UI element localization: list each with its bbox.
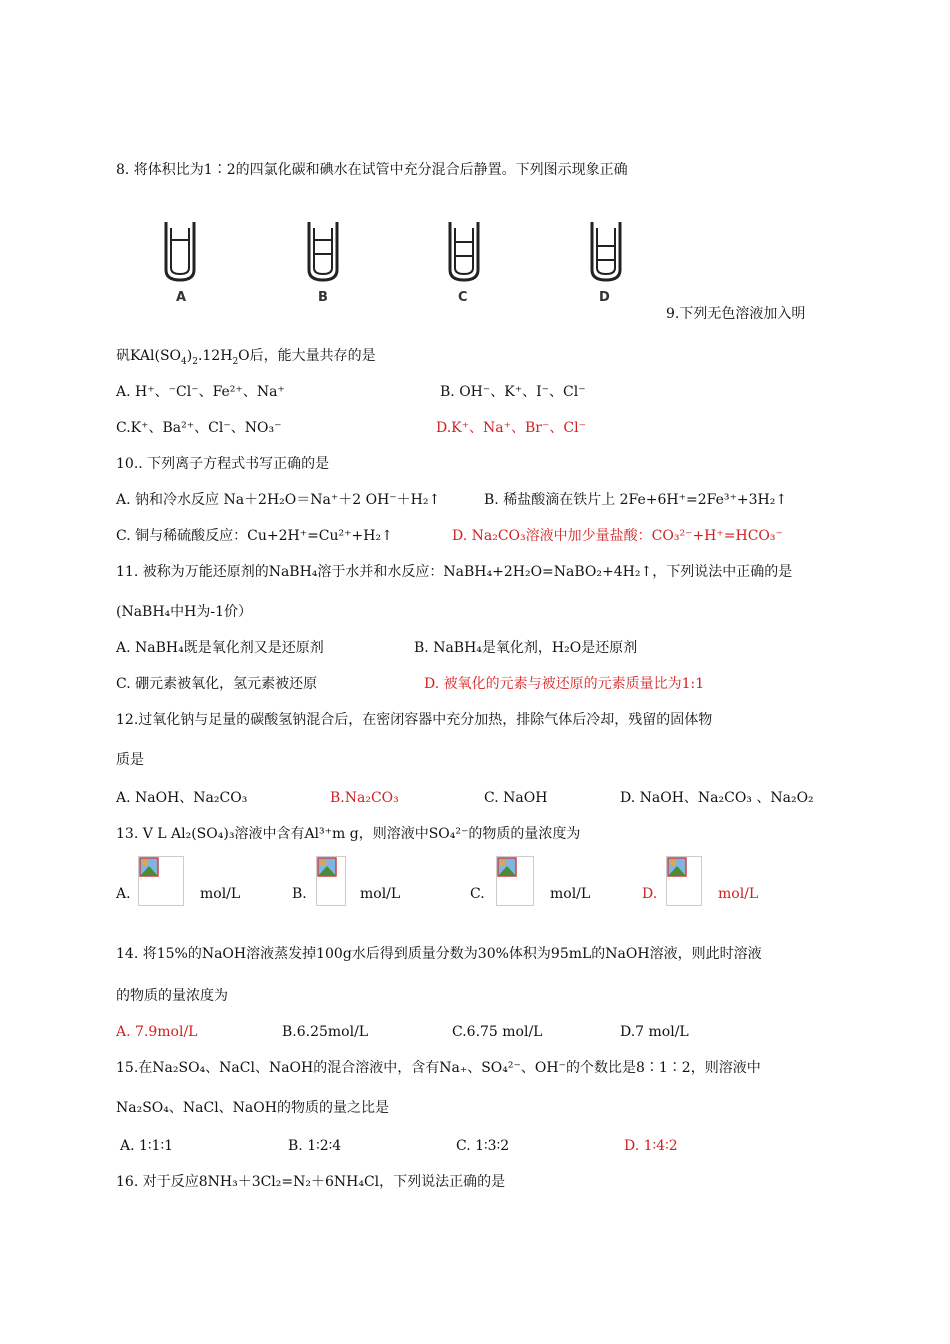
q13-unit-c: mol/L (550, 886, 591, 902)
q13-stem: 13. V L Al₂(SO₄)₃溶液中含有Al³⁺m g，则溶液中SO₄²⁻的物质的量浓度为 (116, 826, 581, 842)
q11-option-c: C. 硼元素被氧化，氢元素被还原 (116, 676, 318, 692)
q10-option-d: D. Na₂CO₃溶液中加少量盐酸：CO₃²⁻+H⁺=HCO₃⁻ (452, 528, 783, 544)
q12-option-b: B.Na₂CO₃ (330, 790, 399, 806)
q14-stem: 14. 将15%的NaOH溶液蒸发掉100g水后得到质量分数为30%体积为95mL的NaOH溶液，则此时溶液 (116, 946, 762, 962)
formula-image-d (666, 856, 702, 906)
q13-unit-a: mol/L (200, 886, 241, 902)
q13-unit-d: mol/L (718, 886, 759, 902)
q15-option-d: D. 1∶4∶2 (624, 1138, 678, 1154)
formula-image-a (138, 856, 184, 906)
q12-option-c: C. NaOH (484, 790, 548, 806)
q12-stem: 12.过氧化钠与足量的碳酸氢钠混合后，在密闭容器中充分加热，排除气体后冷却，残留的固体物 (116, 712, 713, 728)
q14-stem-2: 的物质的量浓度为 (116, 988, 228, 1004)
test-tube-b (305, 222, 341, 284)
q15-stem-2: Na₂SO₄、NaCl、NaOH的物质的量之比是 (116, 1100, 389, 1116)
formula-image-b (316, 856, 346, 906)
q10-stem: 10.. 下列离子方程式书写正确的是 (116, 456, 330, 472)
q15-option-c: C. 1∶3∶2 (456, 1138, 510, 1154)
tube-label-b: B (318, 290, 328, 305)
q9-option-a: A. H⁺、⁻Cl⁻、Fe²⁺、Na⁺ (116, 384, 285, 400)
q15-stem: 15.在Na₂SO₄、NaCl、NaOH的混合溶液中，含有Na₊、SO₄²⁻、OH⁻的个数比是8∶1∶2，则溶液中 (116, 1060, 761, 1076)
tube-label-a: A (176, 290, 187, 305)
q14-option-d: D.7 mol/L (620, 1024, 689, 1040)
q12-stem-2: 质是 (116, 752, 144, 768)
q11-stem: 11. 被称为万能还原剂的NaBH₄溶于水并和水反应：NaBH₄+2H₂O=NaBO₂+4H₂↑，下列说法中正确的是 (116, 564, 793, 580)
q9-lead: 9.下列无色溶液加入明 (666, 306, 806, 322)
q14-option-a: A. 7.9mol/L (116, 1024, 198, 1040)
q9-stem: 矾$KAl(SO_4)_2.12H_2O$后，能大量共存的是 (116, 348, 376, 367)
q11-stem-2: (NaBH₄中H为-1价） (116, 604, 253, 620)
q11-option-b: B. NaBH₄是氧化剂，H₂O是还原剂 (414, 640, 638, 656)
test-tube-c (446, 222, 482, 284)
tube-label-c: C (458, 290, 468, 305)
q13-unit-b: mol/L (360, 886, 401, 902)
q10-option-b: B. 稀盐酸滴在铁片上 2Fe+6H⁺=2Fe³⁺+3H₂↑ (484, 492, 788, 508)
q13-option-c-label: C. (470, 886, 485, 902)
q12-option-d: D. NaOH、Na₂CO₃ 、Na₂O₂ (620, 790, 814, 806)
q14-option-c: C.6.75 mol/L (452, 1024, 543, 1040)
tube-label-d: D (599, 290, 610, 305)
test-tube-a (162, 222, 198, 284)
q8-stem: 8. 将体积比为1∶2的四氯化碳和碘水在试管中充分混合后静置。下列图示现象正确 (116, 162, 628, 178)
q9-option-c: C.K⁺、Ba²⁺、Cl⁻、NO₃⁻ (116, 420, 282, 436)
q13-option-d-label: D. (642, 886, 658, 902)
q13-option-b-label: B. (292, 886, 307, 902)
q10-option-a: A. 钠和冷水反应 Na＋2H₂O＝Na⁺＋2 OH⁻＋H₂↑ (116, 492, 441, 508)
q15-option-a: A. 1∶1∶1 (120, 1138, 174, 1154)
q11-option-a: A. NaBH₄既是氧化剂又是还原剂 (116, 640, 324, 656)
q15-option-b: B. 1∶2∶4 (288, 1138, 342, 1154)
q10-option-c: C. 铜与稀硫酸反应：Cu+2H⁺=Cu²⁺+H₂↑ (116, 528, 393, 544)
q12-option-a: A. NaOH、Na₂CO₃ (116, 790, 248, 806)
q16-stem: 16. 对于反应8NH₃＋3Cl₂=N₂＋6NH₄Cl，下列说法正确的是 (116, 1174, 506, 1190)
q9-option-d: D.K⁺、Na⁺、Br⁻、Cl⁻ (436, 420, 586, 436)
test-tube-d (588, 222, 624, 284)
q9-option-b: B. OH⁻、K⁺、I⁻、Cl⁻ (440, 384, 586, 400)
q14-option-b: B.6.25mol/L (282, 1024, 369, 1040)
q11-option-d: D. 被氧化的元素与被还原的元素质量比为1:1 (424, 676, 705, 692)
q13-option-a-label: A. (116, 886, 131, 902)
formula-image-c (496, 856, 534, 906)
